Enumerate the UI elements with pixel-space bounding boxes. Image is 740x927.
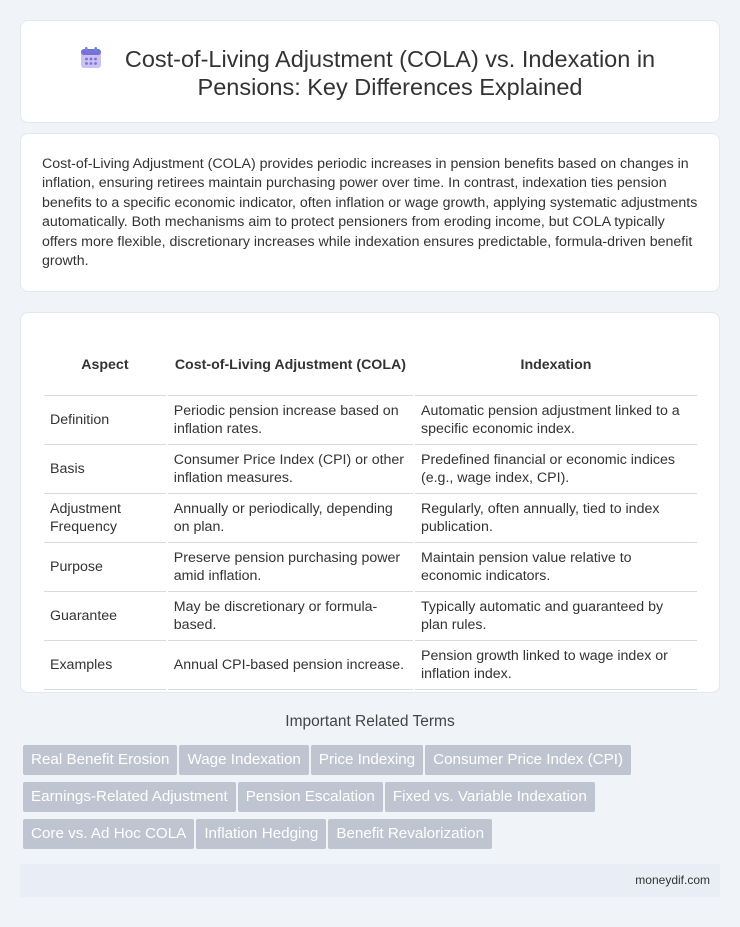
related-term-tag[interactable]: Inflation Hedging <box>196 819 326 849</box>
footer-site[interactable]: moneydif.com <box>635 873 710 887</box>
header-cola: Cost-of-Living Adjustment (COLA) <box>168 334 413 396</box>
aspect-cell: Basis <box>44 445 166 494</box>
page-title: Cost-of-Living Adjustment (COLA) vs. Indexation in Pensions: Key Differences Explained <box>124 46 656 100</box>
aspect-cell: Examples <box>44 641 166 690</box>
table-row <box>44 592 697 641</box>
intro-paragraph: Cost-of-Living Adjustment (COLA) provides periodic increases in pension benefits based on changes in inflation, ensuring retirees maintain purchasing power over time. In contrast, indexation ties pension benefits to a specific economic indicator, often inflation or wage growth, applying systematic adjustments automatically. Both mechanisms aim to protect pensioners from eroding income, but COLA typically offers more flexible, discretionary increases while indexation ensures predictable, formula-driven benefit growth. <box>42 156 698 270</box>
related-term-tag[interactable]: Consumer Price Index (CPI) <box>425 745 631 775</box>
related-terms-heading: Important Related Terms <box>285 713 455 730</box>
related-term-tag[interactable]: Wage Indexation <box>179 745 308 775</box>
aspect-cell: Guarantee <box>44 592 166 641</box>
related-term-tag[interactable]: Real Benefit Erosion <box>23 745 177 775</box>
table-row <box>44 445 697 494</box>
cola-cell: May be discretionary or formula-based. <box>168 592 413 641</box>
table-row <box>44 494 697 543</box>
indexation-cell: Typically automatic and guaranteed by plan rules. <box>415 592 697 641</box>
aspect-cell: Definition <box>44 396 166 445</box>
related-term-tag[interactable]: Pension Escalation <box>238 782 383 812</box>
cola-cell: Periodic pension increase based on inflation rates. <box>168 396 413 445</box>
indexation-cell: Automatic pension adjustment linked to a specific economic index. <box>415 396 697 445</box>
aspect-cell: Purpose <box>44 543 166 592</box>
related-term-tag[interactable]: Fixed vs. Variable Indexation <box>385 782 595 812</box>
related-term-tag[interactable]: Benefit Revalorization <box>328 819 492 849</box>
aspect-cell: Adjustment Frequency <box>44 494 166 543</box>
related-term-tag[interactable]: Earnings-Related Adjustment <box>23 782 236 812</box>
comparison-table <box>42 334 699 690</box>
table-row <box>44 641 697 690</box>
header-aspect: Aspect <box>44 334 166 396</box>
indexation-cell: Regularly, often annually, tied to index publication. <box>415 494 697 543</box>
title-card <box>20 20 720 123</box>
intro-card <box>20 133 720 292</box>
related-term-tag[interactable]: Core vs. Ad Hoc COLA <box>23 819 194 849</box>
cola-cell: Annual CPI-based pension increase. <box>168 641 413 690</box>
cola-cell: Annually or periodically, depending on plan. <box>168 494 413 543</box>
cola-cell: Consumer Price Index (CPI) or other inflation measures. <box>168 445 413 494</box>
table-row <box>44 396 697 445</box>
related-term-tag[interactable]: Price Indexing <box>311 745 423 775</box>
indexation-cell: Maintain pension value relative to economic indicators. <box>415 543 697 592</box>
indexation-cell: Pension growth linked to wage index or inflation index. <box>415 641 697 690</box>
table-header-row <box>44 334 697 396</box>
cola-cell: Preserve pension purchasing power amid inflation. <box>168 543 413 592</box>
comparison-table-card <box>20 312 720 693</box>
related-terms-list <box>23 745 723 856</box>
indexation-cell: Predefined financial or economic indices (e.g., wage index, CPI). <box>415 445 697 494</box>
header-indexation: Indexation <box>415 334 697 396</box>
table-row <box>44 543 697 592</box>
footer <box>20 864 720 897</box>
